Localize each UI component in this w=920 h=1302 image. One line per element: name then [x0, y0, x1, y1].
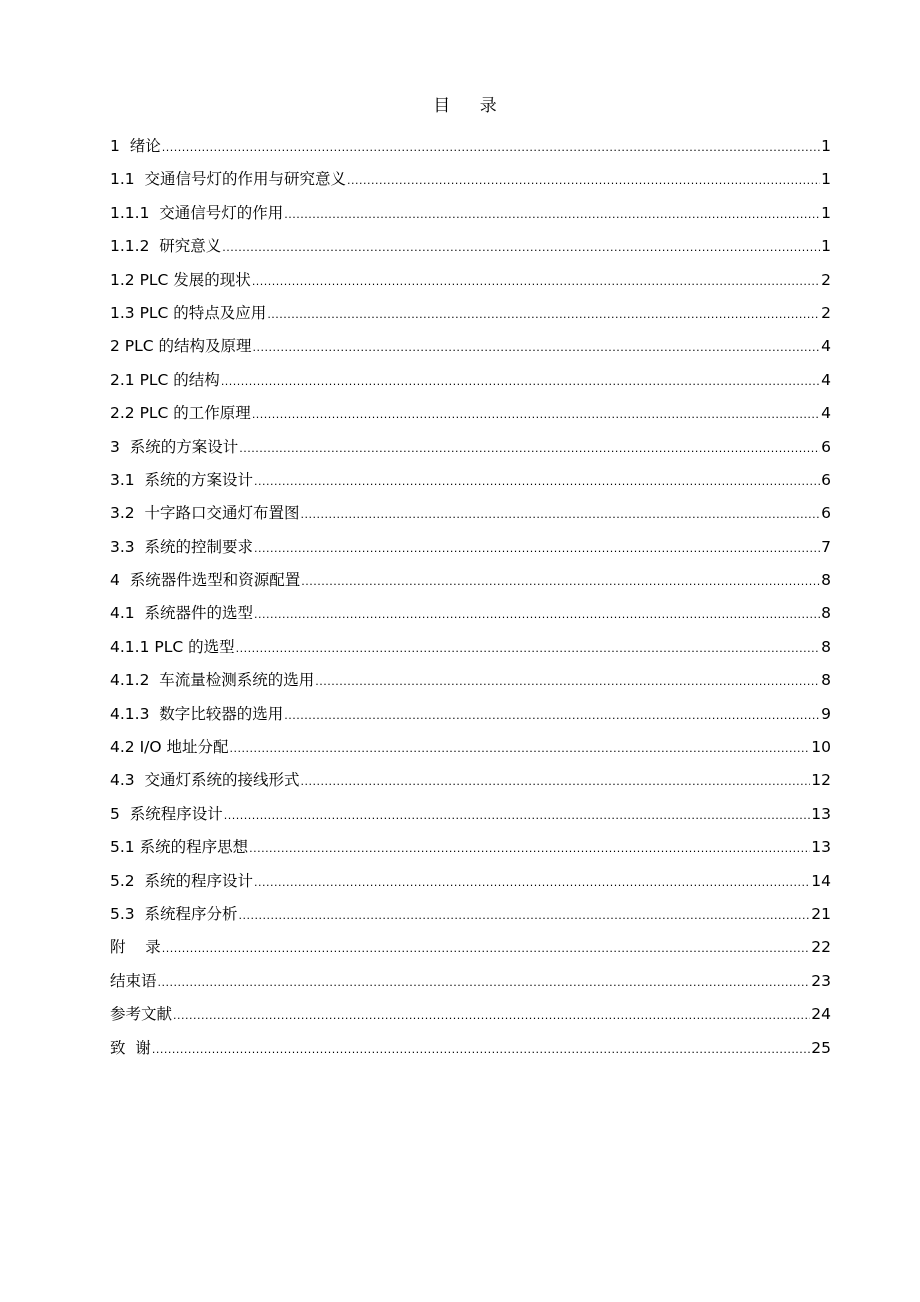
toc-title: 目 录	[433, 96, 509, 116]
dot-leader	[253, 335, 821, 361]
dot-leader	[252, 269, 820, 295]
toc-entry-label: 2 PLC 的结构及原理	[110, 337, 252, 356]
toc-entry-page-number: 12	[811, 771, 831, 790]
toc-entry-page-number: 14	[811, 871, 831, 890]
toc-entry-page-number: 24	[811, 1005, 831, 1024]
toc-entry-page-number: 2	[821, 303, 831, 322]
toc-entry-page-number: 8	[821, 604, 831, 623]
toc-entry-page-number: 21	[811, 904, 831, 923]
toc-entry-label: 4.1 系统器件的选型	[110, 604, 254, 623]
toc-entry[interactable]	[110, 200, 831, 233]
toc-entry[interactable]	[110, 300, 831, 333]
toc-entry[interactable]	[110, 600, 831, 633]
dot-leader	[301, 502, 821, 528]
toc-entry-label: 4.1.3 数字比较器的选用	[110, 704, 284, 723]
toc-entry-page-number: 2	[821, 270, 831, 289]
toc-entry[interactable]	[110, 467, 831, 500]
toc-entry-label: 4.2 I/O 地址分配	[110, 738, 229, 757]
toc-entry-label: 5.3 系统程序分析	[110, 904, 238, 923]
toc-entry-page-number: 22	[811, 938, 831, 957]
toc-entry[interactable]	[110, 400, 831, 433]
toc-entry[interactable]	[110, 801, 831, 834]
dot-leader	[252, 402, 820, 428]
dot-leader	[284, 703, 820, 729]
toc-entry[interactable]	[110, 534, 831, 567]
dot-leader	[173, 1003, 810, 1029]
toc-entry-label: 5.1 系统的程序思想	[110, 838, 249, 857]
dot-leader	[239, 903, 811, 929]
dot-leader	[221, 369, 820, 395]
toc-entry-label: 1 绪论	[110, 137, 161, 155]
toc-entry-label: 4.1.2 车流量检测系统的选用	[110, 671, 315, 690]
toc-entry-label: 3 系统的方案设计	[110, 437, 239, 456]
toc-entry-page-number: 4	[821, 370, 831, 389]
dot-leader	[254, 536, 820, 562]
toc-entry-page-number: 4	[821, 404, 831, 423]
toc-entry-page-number: 6	[821, 470, 831, 489]
toc-entry-label: 2.2 PLC 的工作原理	[110, 404, 251, 423]
toc-entry[interactable]	[110, 701, 831, 734]
toc-entry[interactable]	[110, 233, 831, 266]
dot-leader	[162, 135, 820, 161]
toc-entry-page-number: 4	[821, 337, 831, 356]
toc-entry-label: 3.2 十字路口交通灯布置图	[110, 504, 300, 523]
toc-entry-label: 1.1.2 研究意义	[110, 237, 222, 256]
toc-entry[interactable]	[110, 634, 831, 667]
toc-entry-label: 2.1 PLC 的结构	[110, 370, 220, 389]
toc-entry-label: 5 系统程序设计	[110, 804, 223, 823]
dot-leader	[301, 769, 811, 795]
toc-entry[interactable]	[110, 166, 831, 199]
toc-entry-label: 1.2 PLC 发展的现状	[110, 270, 251, 289]
toc-entry[interactable]	[110, 968, 831, 1001]
toc-entry-label: 参考文献	[110, 1005, 173, 1024]
toc-entry-page-number: 6	[821, 437, 831, 456]
toc-entry[interactable]	[110, 367, 831, 400]
toc-entry-page-number: 8	[821, 637, 831, 656]
toc-entry-page-number: 8	[821, 671, 831, 690]
toc-entry-label: 4.1.1 PLC 的选型	[110, 637, 235, 656]
toc-entry[interactable]	[110, 567, 831, 600]
dot-leader	[239, 436, 820, 462]
toc-entry-label: 3.3 系统的控制要求	[110, 537, 254, 556]
toc-entry[interactable]	[110, 868, 831, 901]
dot-leader	[162, 936, 811, 962]
dot-leader	[347, 168, 820, 194]
toc-entry-page-number: 13	[811, 804, 831, 823]
dot-leader	[236, 636, 821, 662]
toc-entry-label: 3.1 系统的方案设计	[110, 470, 254, 489]
dot-leader	[249, 836, 810, 862]
toc-entry-page-number: 8	[821, 571, 831, 590]
dot-leader	[267, 302, 820, 328]
dot-leader	[158, 970, 811, 996]
toc-entry-label: 致 谢	[110, 1038, 151, 1057]
toc-entry-label: 4.3 交通灯系统的接线形式	[110, 771, 300, 790]
toc-entry-label: 附 录	[110, 938, 161, 957]
toc-entry-page-number: 6	[821, 504, 831, 523]
toc-entry[interactable]	[110, 434, 831, 467]
toc-entry-label: 1.1 交通信号灯的作用与研究意义	[110, 170, 347, 189]
toc-entry[interactable]	[110, 133, 831, 166]
toc-entry[interactable]	[110, 1001, 831, 1034]
toc-entry-page-number: 7	[821, 537, 831, 556]
toc-entry[interactable]	[110, 834, 831, 867]
dot-leader	[230, 736, 811, 762]
toc-entry-page-number: 10	[811, 738, 831, 757]
toc-entry[interactable]	[110, 667, 831, 700]
toc-entry[interactable]	[110, 934, 831, 967]
toc-entry-label: 1.3 PLC 的特点及应用	[110, 303, 267, 322]
toc-entry-label: 4 系统器件选型和资源配置	[110, 571, 301, 590]
toc-entry-page-number: 1	[821, 237, 831, 256]
toc-entry-page-number: 23	[811, 971, 831, 990]
toc-entry-page-number: 1	[821, 170, 831, 189]
dot-leader	[254, 602, 820, 628]
toc-entry-page-number: 1	[821, 203, 831, 222]
dot-leader	[222, 235, 820, 261]
toc-entry-page-number: 9	[821, 704, 831, 723]
dot-leader	[254, 870, 810, 896]
dot-leader	[254, 469, 820, 495]
toc-entry[interactable]	[110, 734, 831, 767]
toc-entry[interactable]	[110, 267, 831, 300]
dot-leader	[301, 569, 820, 595]
toc-list	[110, 133, 831, 1068]
toc-entry[interactable]	[110, 500, 831, 533]
toc-entry[interactable]	[110, 901, 831, 934]
toc-entry[interactable]	[110, 1035, 831, 1068]
dot-leader	[152, 1037, 810, 1063]
toc-entry-page-number: 1	[821, 137, 831, 155]
toc-entry-page-number: 25	[811, 1038, 831, 1057]
toc-entry-label: 5.2 系统的程序设计	[110, 871, 254, 890]
toc-entry[interactable]	[110, 767, 831, 800]
dot-leader	[315, 669, 820, 695]
dot-leader	[284, 202, 820, 228]
toc-entry[interactable]	[110, 333, 831, 366]
dot-leader	[224, 803, 811, 829]
toc-entry-label: 1.1.1 交通信号灯的作用	[110, 203, 284, 222]
toc-entry-page-number: 13	[811, 838, 831, 857]
toc-entry-label: 结束语	[110, 971, 157, 990]
